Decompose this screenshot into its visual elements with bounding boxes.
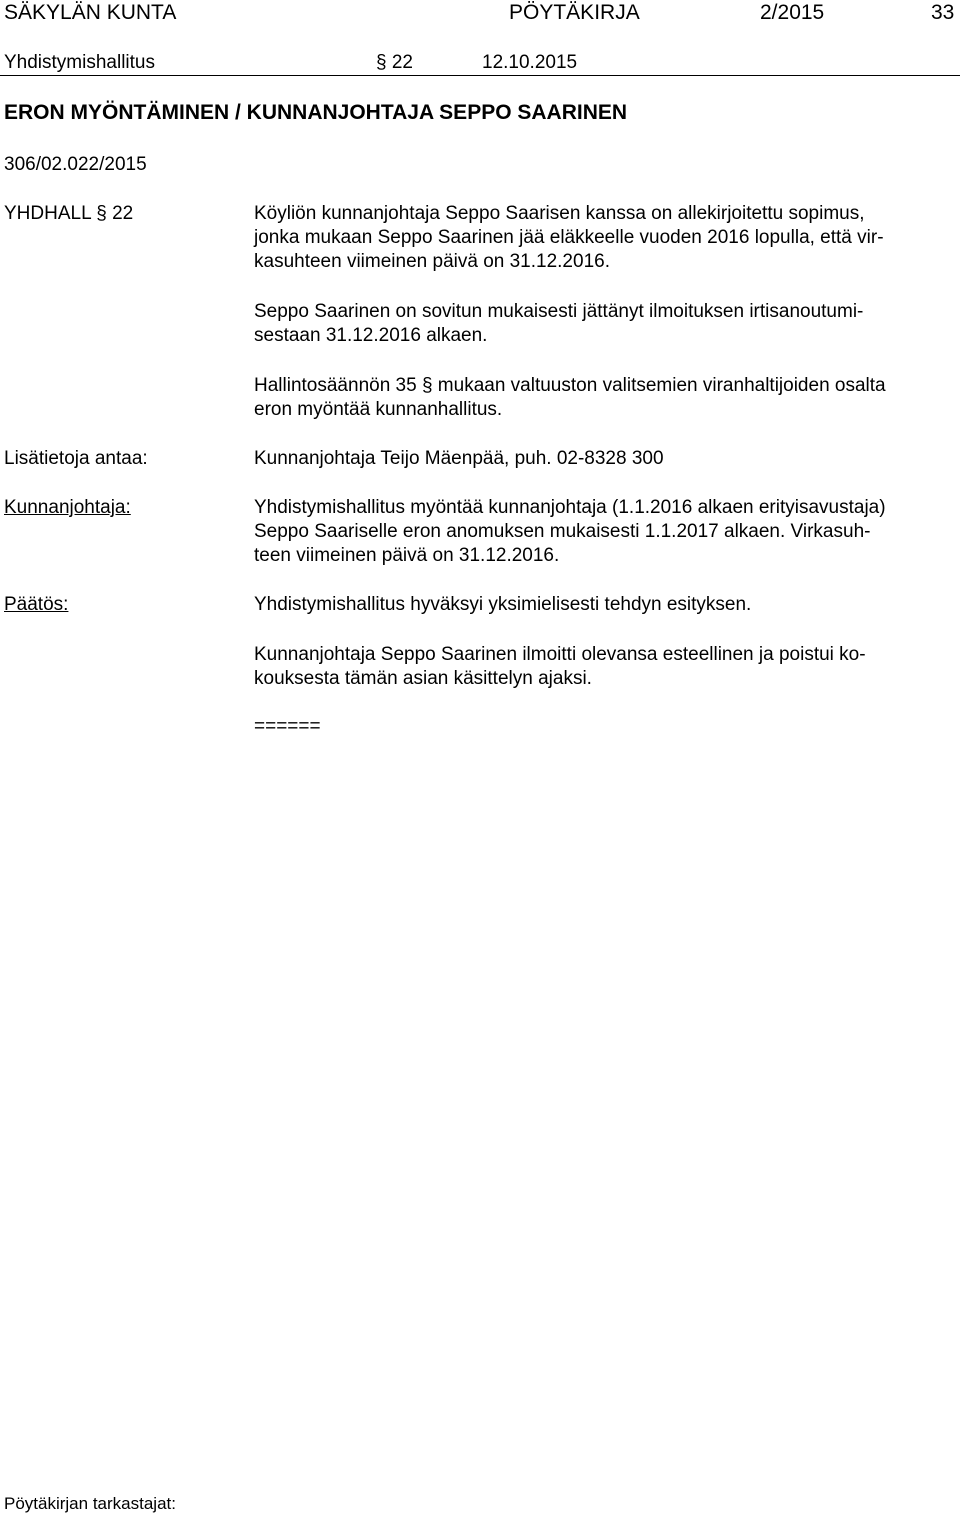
item-label: YHDHALL § 22 <box>4 203 134 224</box>
proposal-text <box>254 496 960 568</box>
contact-value: Kunnanjohtaja Teijo Mäenpää, puh. 02-8328 300 <box>254 448 664 469</box>
contact-label: Lisätietoja antaa: <box>4 448 148 469</box>
meeting-body: Yhdistymishallitus <box>4 52 155 73</box>
text-line: kouksesta tämän asian käsittelyn ajaksi. <box>254 668 592 689</box>
text-line: sestaan 31.12.2016 alkaen. <box>254 325 488 346</box>
text-line: Yhdistymishallitus hyväksyi yksimielisesti tehdyn esityksen. <box>254 594 752 615</box>
item-paragraph-2 <box>254 300 960 348</box>
section-sign: § <box>376 52 392 73</box>
item-paragraph-3 <box>254 374 960 422</box>
text-line: Kunnanjohtaja Seppo Saarinen ilmoitti olevansa esteellinen ja poistui ko- <box>254 644 866 665</box>
end-marker: ====== <box>254 716 321 737</box>
meeting-number-value: 22 <box>391 52 413 73</box>
text-line: Hallintosäännön 35 § mukaan valtuuston valitsemien viranhaltijoiden osalta <box>254 375 886 396</box>
text-line: Yhdistymishallitus myöntää kunnanjohtaja (1.1.2016 alkaen erityisavustaja) <box>254 497 886 518</box>
text-line: Seppo Saariselle eron anomuksen mukaisesti 1.1.2017 alkaen. Virkasuh- <box>254 521 871 542</box>
text-line: teen viimeinen päivä on 31.12.2016. <box>254 545 560 566</box>
document-type: PÖYTÄKIRJA <box>509 1 640 24</box>
decision-label: Päätös: <box>4 594 69 615</box>
meeting-number <box>376 51 413 75</box>
document-number: 2/2015 <box>760 1 825 24</box>
page-title: ERON MYÖNTÄMINEN / KUNNANJOHTAJA SEPPO SAARINEN <box>4 101 628 124</box>
proposal-label: Kunnanjohtaja: <box>4 497 131 518</box>
item-paragraph-1 <box>254 202 960 274</box>
decision-paragraph-1 <box>254 593 960 617</box>
meeting-date: 12.10.2015 <box>482 52 578 73</box>
reviewers-label: Pöytäkirjan tarkastajat: <box>4 1494 176 1513</box>
text-line: Köyliön kunnanjohtaja Seppo Saarisen kanssa on allekirjoitettu sopimus, <box>254 203 865 224</box>
text-line: eron myöntää kunnanhallitus. <box>254 399 503 420</box>
reference-number: 306/02.022/2015 <box>4 154 147 175</box>
decision-paragraph-2 <box>254 643 960 691</box>
text-line: jonka mukaan Seppo Saarinen jää eläkkeelle vuoden 2016 lopulla, että vir- <box>254 227 884 248</box>
text-line: Seppo Saarinen on sovitun mukaisesti jättänyt ilmoituksen irtisanoutumi- <box>254 301 864 322</box>
page-number: 33 <box>931 1 955 24</box>
municipality-name: SÄKYLÄN KUNTA <box>4 1 177 24</box>
header-rule <box>0 75 960 76</box>
text-line: kasuhteen viimeinen päivä on 31.12.2016. <box>254 251 610 272</box>
